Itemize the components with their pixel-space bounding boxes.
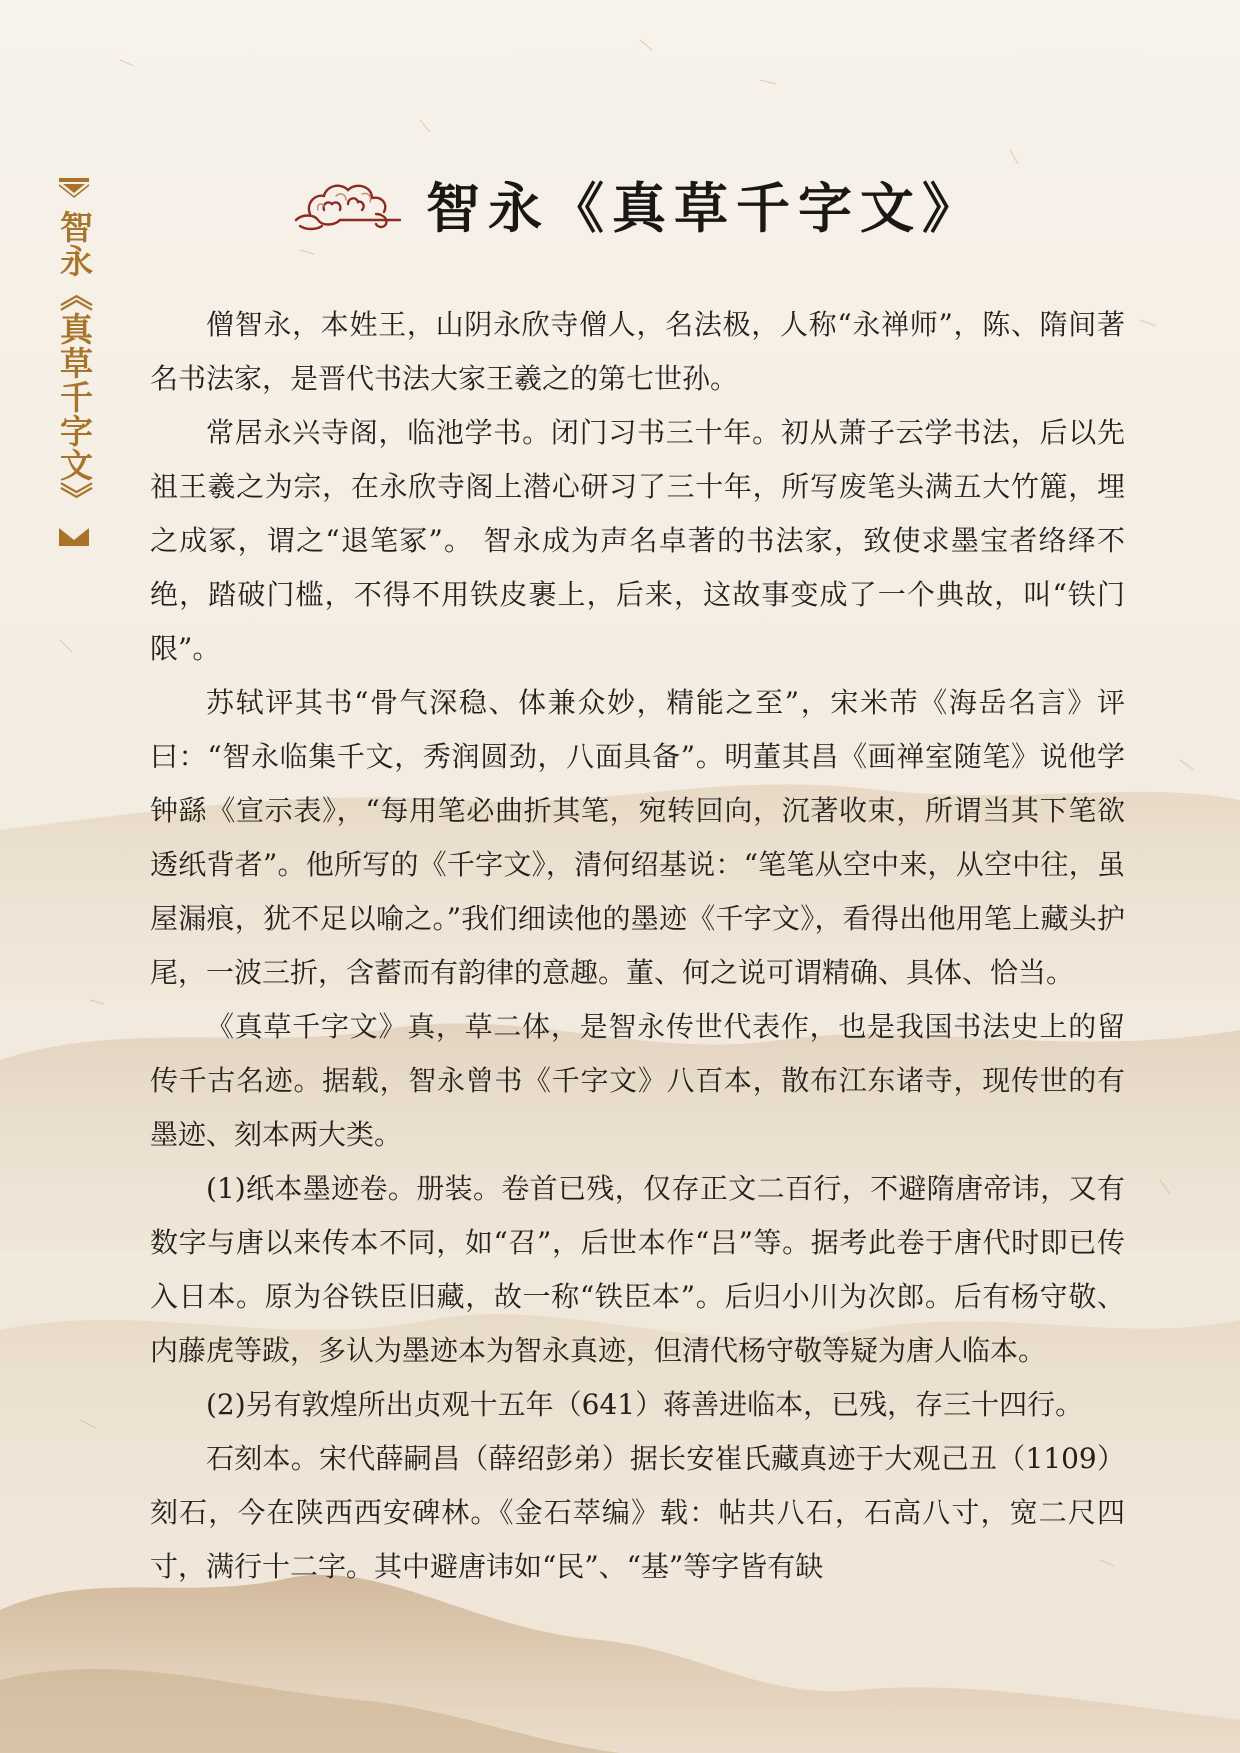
page-header xyxy=(292,164,984,244)
paragraph: 常居永兴寺阁，临池学书。闭门习书三十年。初从萧子云学书法，后以先祖王羲之为宗，在永欣寺阁上潜心研习了三十年，所写废笔头满五大竹簏，埋之成冢，谓之“退笔冢”。 智永成为声名卓著的书法家，致使求墨宝者络绎不绝，踏破门槛，不得不用铁皮裹上，后来，这故事变成了一个典故，叫“铁门限”。 xyxy=(150,416,1125,665)
paragraph: (1)纸本墨迹卷。册装。卷首已残，仅存正文二百行，不避隋唐帝讳，又有数字与唐以来传本不同，如“召”，后世本作“吕”等。据考此卷于唐代时即已传入日本。原为谷铁臣旧藏，故一称“铁臣本”。后归小川为次郎。后有杨守敬、内藤虎等跋，多认为墨迹本为智永真迹，但清代杨守敬等疑为唐人临本。 xyxy=(150,1172,1125,1367)
paragraph: 《真草千字文》真，草二体，是智永传世代表作，也是我国书法史上的留传千古名迹。据载，智永曾书《千字文》八百本，散布江东诸寺，现传世的有墨迹、刻本两大类。 xyxy=(150,1010,1125,1151)
paragraph: (2)另有敦煌所出贞观十五年（641）蒋善进临本，已残，存三十四行。 xyxy=(206,1388,1084,1421)
side-tab-title: 智永《真草千字文》 xyxy=(55,210,94,516)
paragraph: 石刻本。宋代薛嗣昌（薛绍彭弟）据长安崔氏藏真迹于大观己丑（1109）刻石，今在陕西西安碑林。《金石萃编》载：帖共八石，石高八寸，宽二尺四寸，满行十二字。其中避唐讳如“民”、“基”等字皆有缺 xyxy=(150,1442,1125,1583)
article-body xyxy=(150,298,1125,1594)
paragraph: 苏轼评其书“骨气深稳、体兼众妙，精能之至”，宋米芾《海岳名言》评曰：“智永临集千文，秀润圆劲，八面具备”。明董其昌《画禅室随笔》说他学钟繇《宣示表》，“每用笔必曲折其笔，宛转回向，沉著收束，所谓当其下笔欲透纸背者”。他所写的《千字文》，清何绍基说：“笔笔从空中来，从空中往，虽屋漏痕，犹不足以喻之。”我们细读他的墨迹《千字文》，看得出他用笔上藏头护尾，一波三折，含蓄而有韵律的意趣。董、何之说可谓精确、具体、恰当。 xyxy=(150,686,1125,989)
auspicious-cloud-icon xyxy=(292,174,404,234)
tab-bottom-marker-icon xyxy=(59,526,89,546)
side-section-tab xyxy=(56,178,92,546)
page-title: 智永《真草千字文》 xyxy=(426,175,984,240)
paragraph: 僧智永，本姓王，山阴永欣寺僧人，名法极，人称“永禅师”，陈、隋间著名书法家，是晋代书法大家王羲之的第七世孙。 xyxy=(150,308,1125,395)
tab-top-marker-icon xyxy=(59,178,89,198)
